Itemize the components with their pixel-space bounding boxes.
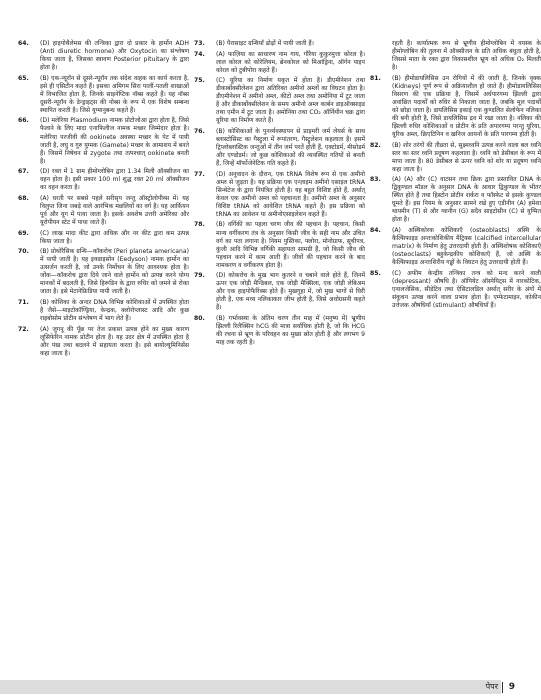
answer-number: 80. xyxy=(194,315,205,322)
answer-entry xyxy=(194,128,365,168)
column-right xyxy=(370,40,541,313)
footer-label: पेपर xyxy=(485,682,498,691)
answer-entry xyxy=(18,248,189,296)
answer-entry xyxy=(194,221,365,269)
answer-entry xyxy=(194,272,365,312)
answer-number: 73. xyxy=(194,40,205,47)
answer-number: 67. xyxy=(18,168,29,176)
answer-entry xyxy=(194,77,365,125)
answer-entry xyxy=(194,51,365,75)
answer-entry xyxy=(18,230,189,246)
answer-number: 82. xyxy=(370,141,381,149)
answer-entry xyxy=(18,195,189,227)
answer-entry xyxy=(194,40,365,48)
answer-text: (B) एक-न्यूरॉन से दूसरे-न्यूरॉन तक संदेश वाहक का कार्य करता है, इसे ही एसिटीन कहते हैं। इसका अमिगम सिरा पालीं-पतली शाखाओं में विभाजित होता है, जिनके साइनेप्टिक नॉब्स कहते हैं। यह नॉब्स दूसरी-न्यूरॉन के डेन्ड्राइट्स की नोब्स के रूप में एक विशेष सम्बन्ध स्थापित करती है। जिसे युग्मानुबन्ध कहते हैं। xyxy=(40,74,189,114)
answer-number: 76. xyxy=(194,127,205,135)
answer-text: (C) अफीम केन्द्रीय तन्त्रिका तन्त्र को मन्द करने वाली (depressant) औषधि है। ऑपियेट ऑस्पेयिट्स में नारकोटिक, एनालजेसिक, सीडेटिव तथा ऐसिटालडिल अर्थात् सरीर के अंगों में संकुचन उत्पन्न करने वाला प्रभाव होता है। एम्फेटामाइन, कोकीन उत्तेजक औषधियाँ (stimulant) औषधियाँ हैं। xyxy=(392,269,541,309)
answer-number: 64. xyxy=(18,40,29,47)
answer-text: (D) कोकरोच के मुख भाग कुतरने व चबाने वाले होते हैं, जिनमें ऊपर एक जोड़ी मैन्डिबल, एक जोड़ी मैक्सिला, एक जोड़ी लेबिअम और एक हाइपोफैरिंक्स होते हैं। मुखगुहा में, जो मुख भागों से घिरी होती है, एक मध्य नलिकाकार जीभ होती है, जिसे अधोग्रसनी कहते हैं। xyxy=(216,272,365,312)
answer-text: (D) मलेरिया Plasmodium नामक प्रोटोजोआ द्वारा होता है, जिसे फैलाने के लिए मादा एनाफिलीज नामक मच्छर जिम्मेदार होता है। मलेरिया परजीवी की ookinete अवस्था मच्छर के पेट में पायी जाती है, लघु व गुरु युग्मक (Gamete) मच्छर के आमाशय में बनते हैं। जिसमें निषेचन से zygote तथा तत्पश्चात् ookinete बनती है। xyxy=(40,117,189,165)
answer-number: 72. xyxy=(18,325,29,333)
answer-entry xyxy=(194,171,365,219)
answer-entry xyxy=(18,75,189,115)
answer-number: 79. xyxy=(194,272,205,280)
answer-entry xyxy=(370,176,541,224)
answer-entry xyxy=(370,270,541,310)
answer-text: (D) हाइपोथैलेमस की तन्त्रिका द्वारा दो प्रकार के हार्मोन ADH (Anti diuretic hormone) और Oxytocin का संश्लेषण किया जाता है, जिसका स्त्रावण Posterior pituitary के द्वारा होता है। xyxy=(40,40,189,72)
answer-text: (C) लाख मादा कीट द्वारा अधिक और नर कीट द्वारा कम उत्पन्न किया जाता है। xyxy=(40,229,189,245)
answer-entry xyxy=(18,117,189,165)
footer-separator xyxy=(502,682,503,693)
answer-text: (B) वर्गिकी का पहला चरण जीव की पहचान है। पहचान, किसी मान्य वर्गीकरण तंत्र के अनुसार किसी जीव के सही नाम और उचित वर्ग का पता लगाना है। नियम पुस्तिका, फ्लोरा, मोनोग्राफ, सूचीपत्र, कुंजी आदि विभिन्न वर्गिकी सहायता सामग्री हैं, जो किसी जीव की पहचान करने में काम आती हैं। जीवों की पहचान करने के बाद नामकरण व वर्गीकरण होता है। xyxy=(216,221,365,269)
answer-text: (C) यूरिया का निर्माण यकृत में होता है। डीएमीनेशन तथा डीकार्बोक्सीलेशन द्वारा अतिरिक्त अमीनो अम्लों का विघटन होता है। डीएमीनेशन में अमीनो अम्ल, कीटो अम्ल तथा अमोनिया में टूट जाता है और डीकार्बोक्सीलेशन के समय अमीनो अम्ल कार्बन डाइऑक्साइड तथा एमीन में टूट जाता है। अमोनिया तथा CO₂ ऑर्निथीन चक्र द्वारा यूरिया का निर्माण करते हैं। xyxy=(216,77,365,125)
answer-text: (D) अनुवादन के दौरान, एक tRNA विशेष रूप से एक अमीनो अम्ल से जुड़ता है। यह प्रक्रिया एक एन्ज़ाइम अमीनो एसाइल tRNA सिन्थेटेज के द्वारा नियंत्रित होती है। यह बहुत विशिष्ट होते हैं, अर्थात् केवल एक अमीनो अम्ल को पहचानता है। अमीनो अम्ल के अनुसार विशिष्ट tRNA को आवेशित tRNA कहते हैं। इस प्रक्रिया को tRNA का आवेशन या अमीनोएसाइलेशन कहते हैं। xyxy=(216,170,365,218)
answer-number: 66. xyxy=(18,117,29,125)
answer-text: (B) पैरासाइट ग्रन्थियाँ ढोढ़ों में पायी जाती हैं। xyxy=(216,40,314,47)
answer-number: 68. xyxy=(18,194,29,202)
column-middle xyxy=(194,40,365,350)
answer-number: 81. xyxy=(370,74,381,82)
answer-text: (A) अस्थिकोरक कोशिकाएँ (osteoblasts) अस्थि के कैल्सिफाइड अन्तःकोशिकीय मैट्रिक्स (calcified intercellular matrix) के निर्माण हेतु उत्तरदायी होती हैं। अस्थिशोषक कोशिकाएँ (osteoclasts) बहुकेन्द्रकीय कोशिकाएँ हैं, जो अस्थि के कैल्सिफाइड अन्तःशिरीय गड्ढों के विघटन हेतु उत्तरदायी होती हैं। xyxy=(392,227,541,267)
answer-text: (B) शोर तरंगों की तीव्रता से, सुक्ष्मध्वनि उत्पन्न करने वाला बल ध्वनि स्तर का स्तर ध्वनि प्रदूषण कहलाता है। ध्वनि को डेसीबल के रूप में मापा जाता है। 80 डेसीबल से ऊपर ध्वनि को शोर या प्रदूषण ध्वनि कहा जाता है। xyxy=(392,141,541,173)
answer-number: 78. xyxy=(194,221,205,229)
answer-text: रहती है। कार्यात्मक रूप से भ्रूणीय हीमोग्लोबिन में वयस्क के हीमोग्लोबिन की तुलना में ऑक्सीजन के प्रति अधिक बंधुता होती है, जिससे माता के रक्त द्वारा विकासशील भ्रूण को अधिक O₂ मिलती है। xyxy=(392,40,541,72)
page-number: 9 xyxy=(508,682,515,692)
answer-entry xyxy=(370,227,541,267)
answer-text: (A) (A) और (C) वाटसन तथा क्रिक द्वारा प्रस्तावित DNA के द्विकुण्डल मॉडल के अनुसार DNA के आधार द्विकुण्डल के भीतर स्थित होते हैं तथा हिस्टोन प्रोटीन शर्करा व फॉस्फेट से इसके कुण्डल घूमते हैं। इस नियम के अनुसार सामने रखे हुए एडीनीन (A) हमेशा थायमीन (T) से और ग्वानीन (G) सदैव साइटोसीन (C) से युग्मित होता है। xyxy=(392,176,541,224)
answer-number: 71. xyxy=(18,298,29,306)
footer-bar xyxy=(0,680,501,694)
answer-entry xyxy=(194,315,365,347)
answer-entry xyxy=(370,40,541,72)
answer-entry xyxy=(18,299,189,323)
answer-entry xyxy=(18,326,189,358)
answer-text: (B) प्रोथोरैसिक ग्रन्थि—कॉकरोच (Peri planeta americana) में पायी जाती है। यह इक्डाइसोन (Eedyson) नामक हार्मोन का उत्सर्जन करती है, जो उनके निर्मोचन के लिए आवश्यक होता है। जोंक—कॉकरोच द्वारा दिये जाने वाले हार्मोन को उत्पन्न करने योग्य मानकों में बदलती है, जिसे हिरूडिन के द्वारा रुधिर को जमने से रोका जाता है। इसे मेटानेफ्रिडिया पायी जाती है। xyxy=(40,248,190,296)
answer-number: 77. xyxy=(194,170,205,178)
answer-number: 70. xyxy=(18,248,29,256)
answer-text: (B) कोशिका के अन्दर DNA विभिन्न कोशिकाओं में उपस्थित होता है जैसे—माइटोकॉण्ड्रिया, केन्द्रक, क्लोरोप्लास्ट आदि और कुछ राइबोसोम प्रोटीन संश्लेषण में भाग लेते हैं। xyxy=(40,298,189,322)
answer-number: 75. xyxy=(194,77,205,85)
answer-entry xyxy=(18,40,189,72)
answer-text: (D) रक्त में 1 ग्राम हीमोग्लोबिन द्वारा 1.34 मिली ऑक्सीजन का वहन होता है। इसी प्रकार 100 ml शुद्ध रक्त 20 ml ऑक्सीजन का वहन करता है। xyxy=(40,168,189,192)
answer-text: (A) फाज़िया का साधारण नाम गाय, गौरैया कुकुरमुत्ता कोरल है। लाल कोरल को कोरेलियम, ब्रेनकोरल को मिआंड्रिना, ऑर्गन पाइप कोरल को टुबीपोरा कहते हैं। xyxy=(216,50,365,74)
answer-number: 74. xyxy=(194,50,205,58)
answer-entry xyxy=(18,168,189,192)
answer-text: (B) गर्भावस्था के अंतिम चरण तीन माह में (मनुष्य में) भ्रूणीय झिल्ली रिलैक्सिन hCG की मात्रा सर्वाधिक होती है, जो कि HCG की रचना से भ्रूण के परिवहन का मुख्य स्रोत होती है और लगभग 9 माह तक रहती है। xyxy=(216,315,365,347)
answer-text: (B) हीमोडायलिसिस उन रोगियों में की जाती है, जिनके वृक्क (Kidneys) पूर्ण रूप से अक्रियाशील हो जाते हैं। हीमोडायलिसिस विसरण की एक प्रक्रिया है, जिसमें अर्धपारगम्य झिल्ली द्वारा अवांछित पदार्थों को रुधिर से निकाला जाता है, जबकि मूल पदार्थों को छोड़ा जाता है। डायलिसिस इकाई एक कुण्डलित सेलोफेन नलिका की बनी होती है, जिसे डायलिसिस द्रव में रखा जाता है। नलिका की झिल्ली रुधिर कोशिकाओं व प्रोटीन के प्रति अपारगम्य परन्तु यूरिया, यूरिक अम्ल, क्रिएटिनिन व खनिज आयनों के प्रति पारगम्य होती है। xyxy=(392,74,541,139)
answer-text: (B) कोशिकाओं के पुनर्व्यवस्थापन से प्राइमरी जर्म लेयर्स के साथ ब्लास्टोसिस्ट का गैस्ट्रुला में रूपांतरण, गैस्ट्रुलेशन कहलाता है। इसमें ट्रिप्लोब्लास्टिक जन्तुओं में तीन जर्म परतें होती हैं, एक्टोडर्म, मीसोडर्म और एण्डोडर्म। जो कुछ कोशिकाओं की व्यवस्थित गतियों से बनती हैं, जिन्हें मॉर्फोजेनेटिक गति कहते हैं। xyxy=(216,127,365,168)
answer-entry xyxy=(370,142,541,174)
answer-text: (A) जुगनू की पूँछ पर तेज प्रकाश उत्पन्न होने का मुख्य कारण लूसिफेरिन नामक प्रोटीन होता है। यह उदर क्षेत्र में उपस्थित होता है और पंख तथा बदलने में सहायता करता है। इसे बायोल्यूमिनिसेंस कहा जाता है। xyxy=(40,325,189,357)
column-left xyxy=(18,40,189,360)
answer-entry xyxy=(370,75,541,139)
page-footer xyxy=(0,670,541,700)
answer-number: 65. xyxy=(18,74,29,82)
answer-number: 69. xyxy=(18,229,29,237)
answer-number: 83. xyxy=(370,176,381,184)
answer-text: (A) धरती पर सबसे पहले सरीसृप जन्तु ऑस्ट्रोलोपीथ्स में। यह विलुप्त जिना जबड़े वाले आरंभिक मछलियों का वर्ग है। यह आर्कियन पूर्व और युग में पाया जाता है। इसके अवशेष उत्तरी अमेरिका और यूरोपीयन स्टेट में पाया जाते हैं। xyxy=(40,194,189,226)
answer-number: 84. xyxy=(370,227,381,235)
answer-number: 85. xyxy=(370,269,381,277)
